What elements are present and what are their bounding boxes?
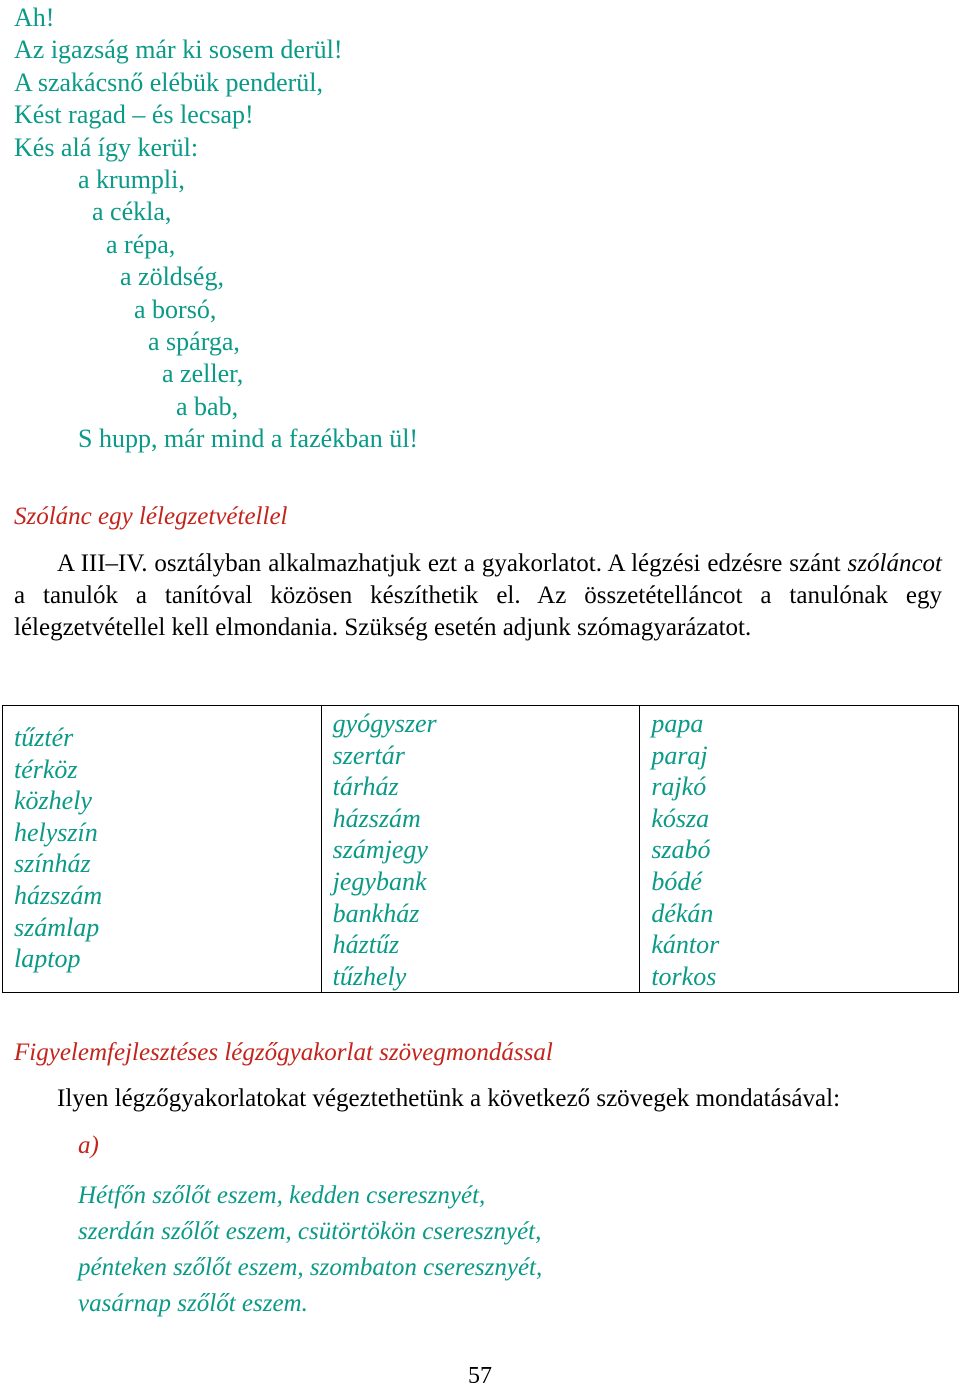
poem-line: Ah!	[14, 3, 55, 32]
word: paraj	[651, 740, 708, 770]
item-label: a)	[78, 1132, 99, 1159]
poem-line: a bab,	[176, 391, 239, 421]
word: bankház	[332, 898, 420, 928]
verse-line: pénteken szőlőt eszem, szombaton cseresznyét,	[78, 1254, 543, 1281]
poem-line: S hupp, már mind a fazékban ül!	[78, 424, 419, 454]
word: házszám	[332, 803, 421, 833]
poem-line: a zeller,	[162, 359, 244, 389]
word-column-3	[640, 706, 958, 992]
word: tűzhely	[332, 961, 407, 991]
poem-line: a zöldség,	[120, 262, 224, 292]
section-heading-breathing-exercise: Figyelemfejlesztéses légzőgyakorlat szövegmondással	[14, 1039, 553, 1066]
section2-intro: Ilyen légzőgyakorlatokat végeztethetünk a következő szövegek mondatásával:	[57, 1085, 841, 1112]
paragraph-emphasis: szóláncot	[847, 550, 942, 577]
section1-paragraph	[14, 548, 942, 644]
poem-line: Az igazság már ki sosem derül!	[14, 35, 343, 65]
word: számjegy	[332, 835, 428, 865]
word: színház	[14, 849, 91, 879]
word: házszám	[14, 880, 103, 910]
word: rajkó	[651, 772, 707, 802]
verse-line: Hétfőn szőlőt eszem, kedden cseresznyét,	[78, 1182, 486, 1209]
table-cell	[640, 706, 959, 993]
word: jegybank	[332, 866, 427, 896]
verse-line: szerdán szőlőt eszem, csütörtökön cseresznyét,	[78, 1218, 542, 1245]
poem-line: a cékla,	[92, 197, 172, 227]
paragraph-text: A III–IV. osztályban alkalmazhatjuk ezt a gyakorlatot. A légzési edzésre szánt	[57, 550, 848, 577]
word: gyógyszer	[332, 709, 437, 738]
word: térköz	[14, 754, 78, 784]
word: bódé	[651, 866, 702, 896]
poem-line: Kés alá így kerül:	[14, 132, 199, 162]
poem-line: Kést ragad – és lecsap!	[14, 100, 254, 130]
word: háztűz	[332, 930, 400, 960]
verse-line: vasárnap szőlőt eszem.	[78, 1290, 308, 1317]
poem-line: a borsó,	[134, 294, 217, 324]
poem-line: a spárga,	[148, 327, 240, 357]
poem-line: a répa,	[106, 229, 176, 259]
word: kántor	[651, 930, 720, 960]
table-cell	[321, 706, 640, 993]
word: dékán	[651, 898, 714, 928]
word: tárház	[332, 772, 399, 802]
paragraph-text: a tanulók a tanítóval közösen készíthetik el. Az összetételláncot a tanulónak egy lélegzetvétellel kell elmondania. Szükség esetén adjunk szómagyarázatot.	[14, 582, 942, 641]
word: kósza	[651, 803, 710, 833]
word: szabó	[651, 835, 711, 865]
exercise-verse	[78, 1178, 542, 1322]
table-cell	[3, 706, 322, 993]
poem	[14, 2, 418, 456]
word: torkos	[651, 961, 717, 991]
word-column-2	[322, 706, 640, 992]
poem-line: A szakácsnő elébük penderül,	[14, 67, 324, 97]
section-heading-word-chain: Szólánc egy lélegzetvétellel	[14, 503, 288, 530]
poem-line: a krumpli,	[78, 165, 185, 195]
word-column-1	[3, 706, 321, 975]
word: tűztér	[14, 723, 74, 752]
word-chain-table	[2, 705, 959, 993]
word: papa	[651, 709, 704, 738]
word: szertár	[332, 740, 405, 770]
page-number: 57	[468, 1363, 492, 1389]
word: laptop	[14, 944, 81, 974]
word: számlap	[14, 912, 100, 942]
word: közhely	[14, 786, 92, 816]
word: helyszín	[14, 817, 98, 847]
